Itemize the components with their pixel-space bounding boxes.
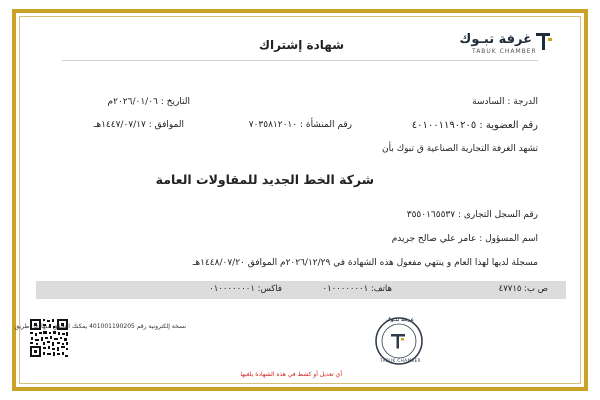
tamper-warning: أي تعديل أو كشط في هذه الشهادة يلغيها [240, 371, 342, 378]
title-divider [62, 60, 538, 61]
phone-number: هاتف: ٠١٠٠٠٠٠٠٠١ [322, 284, 392, 294]
manager-name-field: اسم المسؤول : عامر علي صالح جريدم [391, 234, 538, 244]
company-name: شركة الخط الجديد للمقاولات العامة [155, 172, 374, 187]
attestation-text: تشهد الغرفة التجارية الصناعية ق تبوك بأن [382, 144, 538, 154]
chamber-logo-mark [534, 30, 554, 52]
chamber-logo-name-ar: غرفة تبـوك [459, 32, 532, 47]
grade-field: الدرجة : السادسة [472, 97, 538, 107]
establishment-number-field: رقم المنشأة : ٧٠٣٥٨١٢٠١٠ [248, 120, 352, 130]
seal-text-ar: غرفة تبـوك [386, 317, 414, 323]
contact-bar [36, 281, 566, 299]
commercial-register-field: رقم السجل التجارى : ٣٥٥٠١٦٥٥٣٧ [406, 210, 538, 220]
date-field: التاريخ : ٢٠٢٦/٠١/٠٦م [107, 97, 190, 107]
po-box: ص ب: ٤٧٧١٥ [498, 284, 548, 294]
fax-number: فاكس: ٠١٠٠٠٠٠٠٠١ [209, 284, 282, 294]
membership-number-field: رقم العضوية : ٤٠١٠٠١١٩٠٢٠٥ [411, 120, 538, 131]
seal-text-en: TABUK CHAMBER [380, 358, 421, 363]
hijri-date-field: الموافق : ١٤٤٧/٠٧/١٧هـ [93, 120, 184, 130]
certificate-title: شهادة إشتراك [258, 38, 344, 52]
chamber-logo-name-en: TABUK CHAMBER [472, 48, 537, 55]
validity-statement: مسجلة لديها لهذا العام و ينتهي مفعول هذه الشهادة في ٢٠٢٦/١٢/٢٩م الموافق ١٤٤٨/٠٧/٢٠هـ [192, 258, 538, 268]
verification-note: نسخة إلكترونية رقم 401001190205 يمكنك التحقق منها عن طريق [14, 323, 186, 330]
